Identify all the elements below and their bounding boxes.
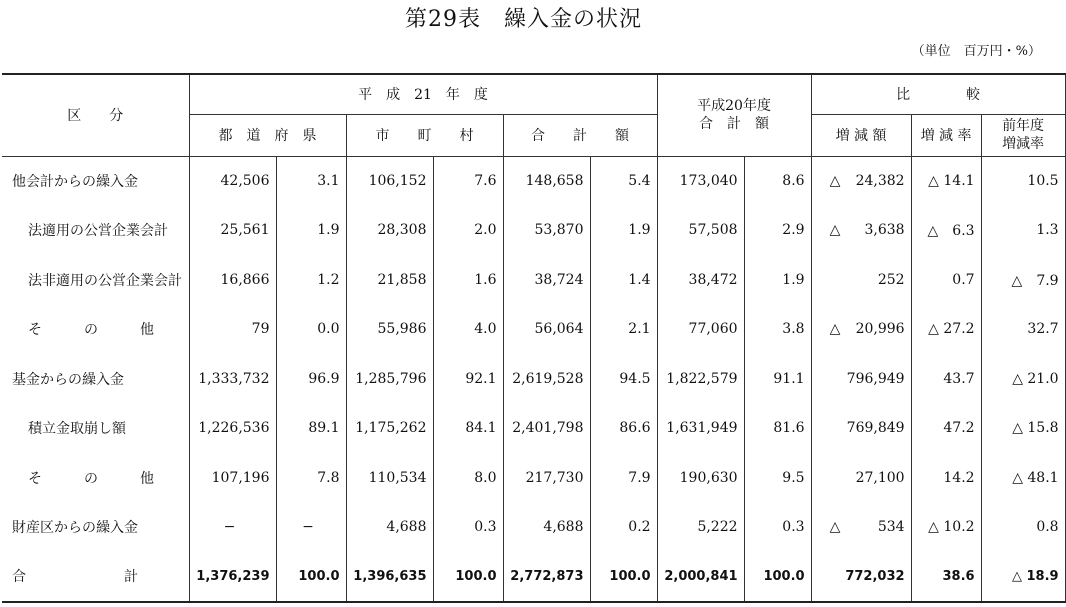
cell-muni: 1,175,262 [346, 404, 433, 454]
cell-pref: 42,506 [189, 156, 276, 206]
diff-value: 24,382 [855, 173, 905, 189]
cell-h20: 1,631,949 [657, 404, 744, 454]
cell-pref-pct: 1.9 [276, 206, 346, 256]
cell-pref-pct: 7.8 [276, 453, 346, 503]
header-prev-rate-line2: 増減率 [1002, 136, 1045, 152]
cell-muni: 106,152 [346, 156, 433, 206]
cell-rate: 38.6 [911, 552, 981, 602]
cell-muni-pct: 84.1 [433, 404, 503, 454]
cell-prev-rate: △ 15.8 [981, 404, 1065, 454]
cell-total-pct: 94.5 [590, 354, 657, 404]
header-increase-amount: 増 減 額 [811, 114, 911, 156]
cell-rate: 47.2 [911, 404, 981, 454]
cell-pref: 1,333,732 [189, 354, 276, 404]
cell-total-pct: 1.4 [590, 255, 657, 305]
cell-muni: 1,396,635 [346, 552, 433, 602]
row-label: そ の 他 [2, 453, 189, 503]
cell-diff [811, 404, 911, 454]
row-label: 他会計からの繰入金 [2, 156, 189, 206]
row-label: 基金からの繰入金 [2, 354, 189, 404]
cell-pref-pct: 0.0 [276, 305, 346, 355]
cell-muni: 110,534 [346, 453, 433, 503]
cell-total: 2,772,873 [503, 552, 590, 602]
cell-pref: 79 [189, 305, 276, 355]
cell-h20: 57,508 [657, 206, 744, 256]
header-category: 区 分 [2, 74, 189, 156]
cell-total-pct: 7.9 [590, 453, 657, 503]
unit-note: （単位 百万円・%） [911, 44, 1041, 59]
cell-h20: 2,000,841 [657, 552, 744, 602]
cell-diff [811, 156, 911, 206]
cell-total: 2,619,528 [503, 354, 590, 404]
cell-prev-rate: 32.7 [981, 305, 1065, 355]
cell-pref-pct: 100.0 [276, 552, 346, 602]
row-label: 法適用の公営企業会計 [2, 206, 189, 256]
cell-total: 4,688 [503, 503, 590, 553]
cell-pref-pct: 96.9 [276, 354, 346, 404]
table-row [2, 503, 1065, 553]
cell-total-pct: 100.0 [590, 552, 657, 602]
header-compare: 比 較 [811, 74, 1065, 114]
cell-prev-rate: △ 18.9 [981, 552, 1065, 602]
cell-h20-pct: 8.6 [744, 156, 811, 206]
diff-value: 3,638 [864, 222, 905, 239]
cell-h20: 77,060 [657, 305, 744, 355]
diff-value: 20,996 [855, 321, 905, 338]
cell-rate: △ 6.3 [911, 206, 981, 256]
cell-rate: △ 27.2 [911, 305, 981, 355]
cell-pref: 25,561 [189, 206, 276, 256]
header-prev-rate [981, 114, 1065, 156]
table-row [2, 156, 1065, 206]
cell-h20-pct: 1.9 [744, 255, 811, 305]
cell-total: 56,064 [503, 305, 590, 355]
table-row [2, 305, 1065, 355]
header-municipality: 市 町 村 [346, 114, 503, 156]
header-h20 [657, 74, 811, 156]
diff-sign: △ [829, 519, 841, 536]
cell-muni-pct: 7.6 [433, 156, 503, 206]
cell-h20: 5,222 [657, 503, 744, 553]
header-h20-line1: 平成20年度 [697, 98, 771, 115]
cell-rate: 0.7 [911, 255, 981, 305]
table-row [2, 206, 1065, 256]
cell-prev-rate: 0.8 [981, 503, 1065, 553]
diff-sign: △ [829, 321, 841, 338]
cell-total-pct: 86.6 [590, 404, 657, 454]
cell-prev-rate: △ 48.1 [981, 453, 1065, 503]
diff-sign: △ [829, 173, 841, 189]
cell-diff [811, 552, 911, 602]
cell-rate: 14.2 [911, 453, 981, 503]
page-title: 第29表 繰入金の状況 [405, 7, 642, 32]
diff-sign: △ [829, 222, 841, 239]
cell-diff [811, 206, 911, 256]
header-increase-rate: 増 減 率 [911, 114, 981, 156]
cell-muni: 1,285,796 [346, 354, 433, 404]
row-label: 財産区からの繰入金 [2, 503, 189, 553]
diff-value: 796,949 [846, 370, 905, 387]
cell-prev-rate: 10.5 [981, 156, 1065, 206]
cell-h20-pct: 100.0 [744, 552, 811, 602]
cell-muni: 21,858 [346, 255, 433, 305]
cell-muni: 4,688 [346, 503, 433, 553]
cell-total: 53,870 [503, 206, 590, 256]
row-label: 法非適用の公営企業会計 [2, 255, 189, 305]
cell-muni-pct: 2.0 [433, 206, 503, 256]
cell-h20-pct: 0.3 [744, 503, 811, 553]
cell-muni-pct: 1.6 [433, 255, 503, 305]
cell-prev-rate: 1.3 [981, 206, 1065, 256]
header-prev-rate-line1: 前年度 [1002, 118, 1045, 134]
cell-rate: 43.7 [911, 354, 981, 404]
header-h20-line2: 合 計 額 [699, 116, 770, 133]
cell-muni-pct: 0.3 [433, 503, 503, 553]
cell-diff [811, 305, 911, 355]
cell-total-pct: 1.9 [590, 206, 657, 256]
cell-pref: 16,866 [189, 255, 276, 305]
cell-h20: 190,630 [657, 453, 744, 503]
cell-pref: 1,226,536 [189, 404, 276, 454]
cell-pref-pct: 1.2 [276, 255, 346, 305]
cell-pref: − [189, 503, 276, 553]
cell-total-pct: 5.4 [590, 156, 657, 206]
diff-value: 252 [877, 271, 905, 288]
cell-total-pct: 0.2 [590, 503, 657, 553]
cell-muni-pct: 100.0 [433, 552, 503, 602]
cell-prev-rate: △ 21.0 [981, 354, 1065, 404]
cell-h20-pct: 81.6 [744, 404, 811, 454]
cell-pref: 1,376,239 [189, 552, 276, 602]
cell-h20-pct: 2.9 [744, 206, 811, 256]
cell-total: 217,730 [503, 453, 590, 503]
table-row [2, 354, 1065, 404]
cell-muni-pct: 92.1 [433, 354, 503, 404]
cell-rate: △ 10.2 [911, 503, 981, 553]
cell-muni: 55,986 [346, 305, 433, 355]
header-h21: 平 成 21 年 度 [189, 74, 657, 114]
row-label: そ の 他 [2, 305, 189, 355]
cell-pref-pct: 3.1 [276, 156, 346, 206]
cell-total: 38,724 [503, 255, 590, 305]
cell-diff [811, 354, 911, 404]
table-row [2, 255, 1065, 305]
row-label: 積立金取崩し額 [2, 404, 189, 454]
cell-diff [811, 503, 911, 553]
cell-h20-pct: 91.1 [744, 354, 811, 404]
cell-h20: 38,472 [657, 255, 744, 305]
cell-pref-pct: 89.1 [276, 404, 346, 454]
cell-h20: 173,040 [657, 156, 744, 206]
cell-h20-pct: 3.8 [744, 305, 811, 355]
diff-value: 772,032 [845, 568, 905, 584]
cell-pref: 107,196 [189, 453, 276, 503]
cell-total: 2,401,798 [503, 404, 590, 454]
cell-total: 148,658 [503, 156, 590, 206]
cell-total-pct: 2.1 [590, 305, 657, 355]
table-row-total [2, 552, 1065, 602]
cell-rate: △ 14.1 [911, 156, 981, 206]
transfer-table [2, 73, 1066, 603]
row-label: 合 計 [2, 552, 189, 602]
cell-diff [811, 255, 911, 305]
table-row [2, 453, 1065, 503]
header-prefecture: 都 道 府 県 [189, 114, 346, 156]
cell-h20-pct: 9.5 [744, 453, 811, 503]
cell-muni-pct: 4.0 [433, 305, 503, 355]
cell-muni-pct: 8.0 [433, 453, 503, 503]
cell-diff [811, 453, 911, 503]
cell-prev-rate: △ 7.9 [981, 255, 1065, 305]
header-total: 合 計 額 [503, 114, 657, 156]
diff-value: 769,849 [846, 420, 905, 437]
cell-muni: 28,308 [346, 206, 433, 256]
diff-value: 534 [877, 519, 905, 536]
cell-h20: 1,822,579 [657, 354, 744, 404]
cell-pref-pct: − [276, 503, 346, 553]
diff-value: 27,100 [855, 469, 905, 486]
table-row [2, 404, 1065, 454]
